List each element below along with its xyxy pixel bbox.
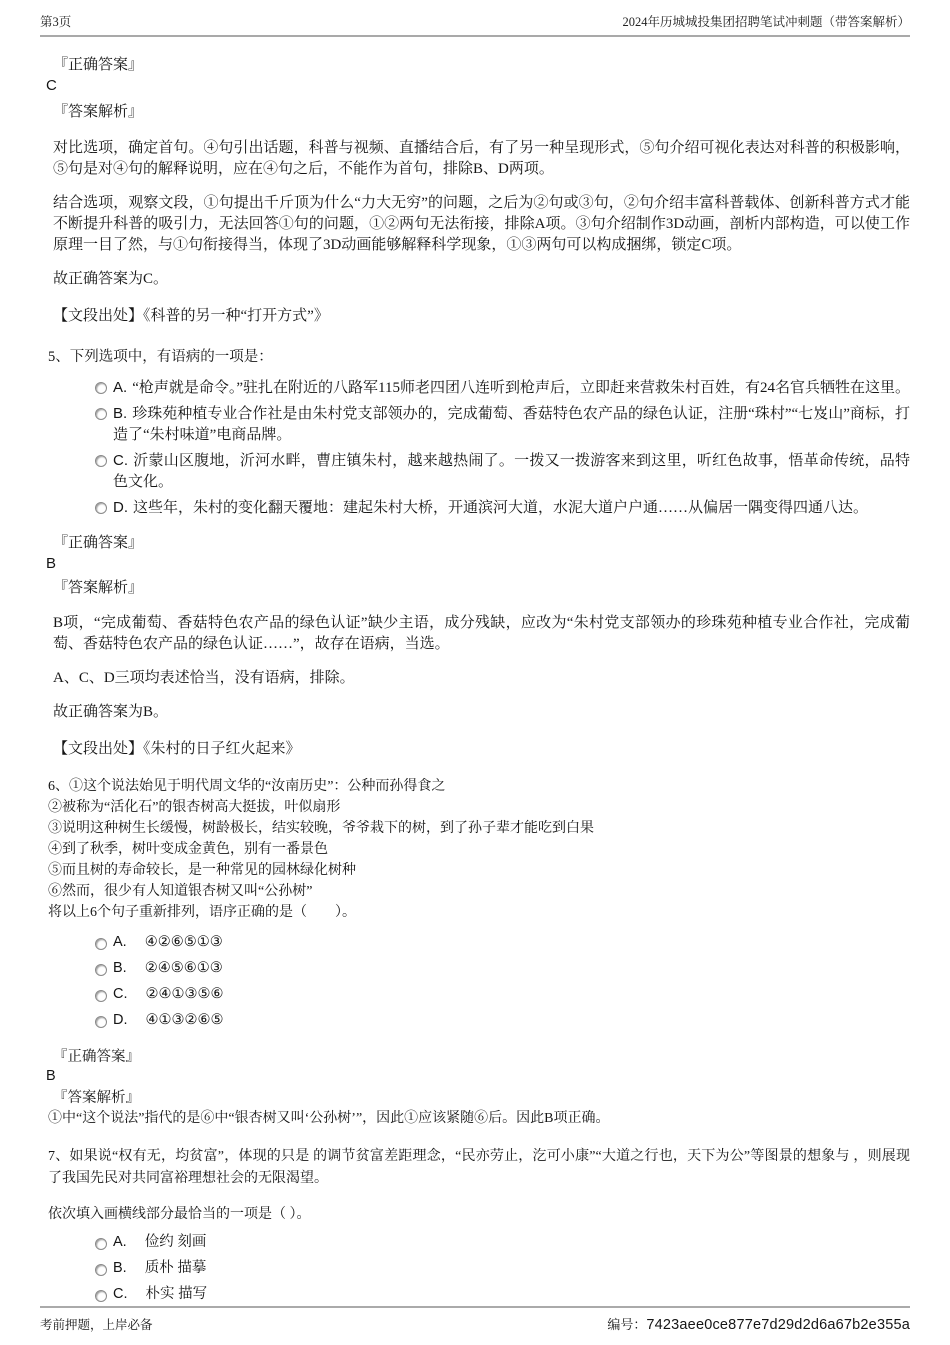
question6-option-b[interactable] <box>95 959 910 978</box>
question7-stem: 7、如果说“权有无，均贫富”，体现的只是 的调节贫富差距理念，“民亦劳止，汔可小康”“大道之行也，天下为公”等图景的想象与 ，则展现了我国先民对共同富裕理想社会的无限渴望。 <box>48 1149 910 1186</box>
question6-option-d[interactable] <box>95 1011 910 1030</box>
radio-icon[interactable] <box>95 938 107 950</box>
document-id-value: 7423aee0ce877e7d29d2d6a67b2e355a <box>646 1317 910 1333</box>
question5-option-a[interactable] <box>95 377 910 399</box>
radio-icon[interactable] <box>95 1238 107 1250</box>
option-letter: A. <box>113 379 128 396</box>
analysis-label: 『答案解析』 <box>53 580 144 596</box>
analysis-conclusion: 故正确答案为B。 <box>53 704 169 720</box>
radio-icon[interactable] <box>95 408 107 420</box>
option-text: 珍珠苑种植专业合作社是由朱村党支部领办的，完成葡萄、香菇特色农产品的绿色认证，注册“珠村”“七岌山”商标，打造了“朱村味道”电商品牌。 <box>113 406 910 443</box>
document-id <box>607 1314 910 1333</box>
question6-line: 6、①这个说法始见于明代周文华的“汝南历史”：公种而孙得食之 <box>48 779 446 794</box>
passage-source: 【文段出处】《朱村的日子红火起来》 <box>53 741 301 757</box>
question6-line: ⑤而且树的寿命较长，是一种常见的园林绿化树种 <box>48 863 356 878</box>
option-letter: A. <box>113 934 127 950</box>
question5-stem: 5、下列选项中，有语病的一项是： <box>48 349 273 365</box>
question7-option-c[interactable] <box>95 1285 910 1304</box>
document-title: 2024年历城城投集团招聘笔试冲刺题（带答案解析） <box>622 15 910 29</box>
option-letter: C. <box>113 986 128 1002</box>
question6-line: ⑥然而，很少有人知道银杏树又叫“公孙树” <box>48 884 313 899</box>
option-text: 质朴 描摹 <box>144 1260 207 1276</box>
question6-section <box>40 776 910 1129</box>
question5-section <box>40 345 910 758</box>
passage-source: 【文段出处】《科普的另一种“打开方式”》 <box>53 308 329 324</box>
option-text: “枪声就是命令。”驻扎在附近的八路军115师老四团八连听到枪声后，立即赶来营救朱村百姓，有24名官兵牺牲在这里。 <box>132 380 910 396</box>
option-letter: D. <box>113 1012 128 1028</box>
option-letter: A. <box>113 1234 127 1250</box>
radio-icon[interactable] <box>95 455 107 467</box>
analysis-paragraph: A、C、D三项均表述恰当，没有语病，排除。 <box>53 670 355 686</box>
option-letter: C. <box>113 1286 128 1302</box>
document-id-label: 编号： <box>607 1317 647 1332</box>
correct-answer-label: 『正确答案』 <box>53 535 144 551</box>
radio-icon[interactable] <box>95 502 107 514</box>
option-text: 朴实 描写 <box>145 1286 208 1302</box>
correct-answer-label: 『正确答案』 <box>53 57 144 73</box>
footer-slogan: 考前押题，上岸必备 <box>40 1318 153 1332</box>
option-text: ④②⑥⑤①③ <box>144 934 223 950</box>
page-number: 第3页 <box>40 15 72 29</box>
option-letter: B. <box>113 405 128 422</box>
analysis-paragraph: ①中“这个说法”指代的是⑥中“银杏树又叫‘公孙树’”，因此①应该紧随⑥后。因此B项正确。 <box>48 1111 610 1126</box>
question5-option-c[interactable] <box>95 450 910 493</box>
radio-icon[interactable] <box>95 1290 107 1302</box>
option-letter: B. <box>113 960 127 976</box>
option-letter: B. <box>113 1260 127 1276</box>
question7-prompt: 依次填入画横线部分最恰当的一项是（ ）。 <box>48 1207 311 1222</box>
radio-icon[interactable] <box>95 964 107 976</box>
radio-icon[interactable] <box>95 990 107 1002</box>
option-text: ②④①③⑤⑥ <box>145 986 224 1002</box>
analysis-paragraph: 对比选项，确定首句。④句引出话题，科普与视频、直播结合后，有了另一种呈现形式，⑤句介绍可视化表达对科普的积极影响，⑤句是对④句的解释说明，应在④句之后，不能作为首句，排除B、D两项。 <box>53 140 910 177</box>
page-footer <box>40 1306 910 1333</box>
question4-answer-section <box>40 53 910 325</box>
correct-answer-label: 『正确答案』 <box>53 1049 140 1065</box>
option-text: 这些年，朱村的变化翻天覆地：建起朱村大桥，开通滨河大道，水泥大道户户通……从偏居一隅变得四通八达。 <box>133 500 869 516</box>
question6-option-a[interactable] <box>95 933 910 952</box>
option-text: ②④⑤⑥①③ <box>144 960 223 976</box>
analysis-paragraph: 结合选项，观察文段，①句提出千斤顶为什么“力大无穷”的问题，之后为②句或③句，②句介绍丰富科普载体、创新科普方式才能不断提升科普的吸引力，无法回答①句的问题，①②两句无法衔接，排除A项。③句介绍制作3D动画，剖析内部构造，可以使工作原理一目了然，与①句衔接得当，体现了3D动画能够解释科学现象，①③两句可以构成捆绑，锁定C项。 <box>53 195 910 253</box>
question6-option-c[interactable] <box>95 985 910 1004</box>
correct-answer-value: C <box>46 77 57 94</box>
option-letter: D. <box>113 499 128 516</box>
question6-line: ④到了秋季，树叶变成金黄色，别有一番景色 <box>48 842 328 857</box>
option-text: 沂蒙山区腹地，沂河水畔，曹庄镇朱村，越来越热闹了。一拨又一拨游客来到这里，听红色故事，悟革命传统，品特色文化。 <box>113 453 910 490</box>
analysis-conclusion: 故正确答案为C。 <box>53 271 169 287</box>
radio-icon[interactable] <box>95 1016 107 1028</box>
radio-icon[interactable] <box>95 1264 107 1276</box>
option-text: 俭约 刻画 <box>144 1234 207 1250</box>
question7-section <box>40 1146 910 1304</box>
question6-prompt: 将以上6个句子重新排列，语序正确的是（ ）。 <box>48 905 356 920</box>
question7-option-a[interactable] <box>95 1233 910 1252</box>
page-header <box>40 12 910 37</box>
radio-icon[interactable] <box>95 382 107 394</box>
correct-answer-value: B <box>46 555 57 572</box>
question5-option-b[interactable] <box>95 403 910 446</box>
analysis-label: 『答案解析』 <box>53 104 144 120</box>
question6-line: ③说明这种树生长缓慢，树龄极长，结实较晚，爷爷栽下的树，到了孙子辈才能吃到白果 <box>48 821 594 836</box>
analysis-paragraph: B项，“完成葡萄、香菇特色农产品的绿色认证”缺少主语，成分残缺，应改为“朱村党支部领办的珍珠苑种植专业合作社，完成葡萄、香菇特色农产品的绿色认证……”，故存在语病，当选。 <box>53 615 910 652</box>
correct-answer-value: B <box>46 1068 56 1084</box>
question5-option-d[interactable] <box>95 497 910 519</box>
option-text: ④①③②⑥⑤ <box>145 1012 224 1028</box>
analysis-label: 『答案解析』 <box>53 1090 140 1106</box>
option-letter: C. <box>113 452 128 469</box>
question7-option-b[interactable] <box>95 1259 910 1278</box>
question6-line: ②被称为“活化石”的银杏树高大挺拔，叶似扇形 <box>48 800 341 815</box>
